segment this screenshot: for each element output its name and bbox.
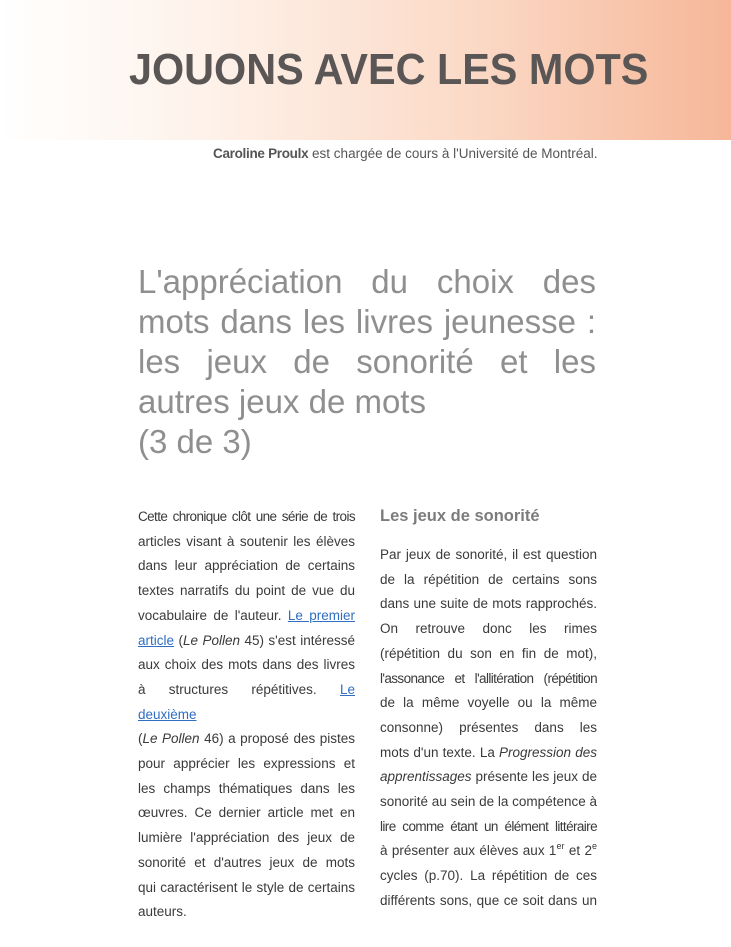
article-title-line: (3 de 3) [138,423,252,460]
body-line [380,741,597,766]
body-line: Par jeux de sonorité, il est question [380,547,597,562]
body-text: à présenter aux élèves aux 1er [380,840,565,859]
body-text: (Le Pollen [138,731,200,747]
intro-column [138,505,355,925]
ordinal-suffix: er [556,840,565,851]
body-line [380,765,597,790]
first-article-link[interactable]: Le premier [287,607,355,623]
body-line [138,727,355,752]
section-heading: Les jeux de sonorité [380,507,540,525]
body-text: mots d'un texte. La [380,744,495,760]
publication-name: Le Pollen [142,731,200,747]
body-line: qui caractérisent le style de certains [138,879,355,895]
body-line: textes narratifs du point de vue du [138,583,355,599]
body-line [138,629,355,654]
body-text: et 2e [568,840,597,859]
body-line [138,678,355,727]
body-line [380,839,597,864]
body-line: dans une suite de mots rapprochés. [380,596,597,612]
body-line: les champs thématiques dans les [138,780,355,796]
document-title: Progression des [499,744,597,760]
body-line: cycles (p.70). La répétition de ces [380,868,597,884]
article-title-line: autres jeux de mots [138,383,426,420]
body-text: présente les jeux de [475,769,597,785]
body-line [138,604,355,629]
author-name: Caroline Proulx [213,146,309,161]
publication-name: Le Pollen [182,632,240,648]
first-article-link[interactable]: article [138,632,175,648]
body-line: pour apprécier les expressions et [138,756,355,772]
body-text: vocabulaire de l'auteur. [138,607,282,623]
body-line: (répétition du son en fin de mot), [380,645,597,661]
article-title-line: mots dans les livres jeunesse : [138,303,596,340]
body-line: articles visant à soutenir les élèves [138,533,355,549]
article-title-line: les jeux de sonorité et les [138,343,596,380]
body-line: sonorité au sein de la compétence à [380,794,597,810]
body-text: 45) s'est intéressé [244,632,355,648]
body-line: différents sons, que ce soit dans un [380,892,597,908]
body-line: dans leur appréciation de certains [138,558,355,574]
author-role: est chargée de cours à l'Université de Montréal. [312,146,598,161]
body-text: à structures répétitives. [138,681,317,697]
body-line: œuvres. Ce dernier article met en [138,805,355,821]
body-line: sonorité et d'autres jeux de mots [138,854,355,870]
article-title [138,262,596,462]
document-title: apprentissages [380,769,472,785]
column-title: JOUONS AVEC LES MOTS [129,45,649,94]
body-line: auteurs. [138,904,187,920]
second-article-link[interactable]: Le deuxième [138,681,355,722]
ordinal-suffix: e [591,840,597,851]
body-line: l'assonance et l'allitération (répétition [380,670,597,686]
author-byline [213,146,598,161]
body-line: lire comme étant un élément littéraire [380,818,597,834]
body-text: 46) a proposé des pistes [204,731,355,747]
body-line: lumière l'appréciation des jeux de [138,830,355,846]
body-line: de la répétition de certains sons [380,571,597,587]
body-text: (Le Pollen [178,632,240,648]
body-line: aux choix des mots dans des livres [138,657,355,673]
sonority-column [380,543,597,914]
body-line: On retrouve donc les rimes [380,621,597,637]
body-line: consonne) présentes dans les [380,719,597,735]
header-banner [0,0,731,140]
article-title-line: L'appréciation du choix des [138,263,596,300]
body-line: Cette chronique clôt une série de trois [138,509,355,524]
body-line: de la même voyelle ou la même [380,695,597,711]
